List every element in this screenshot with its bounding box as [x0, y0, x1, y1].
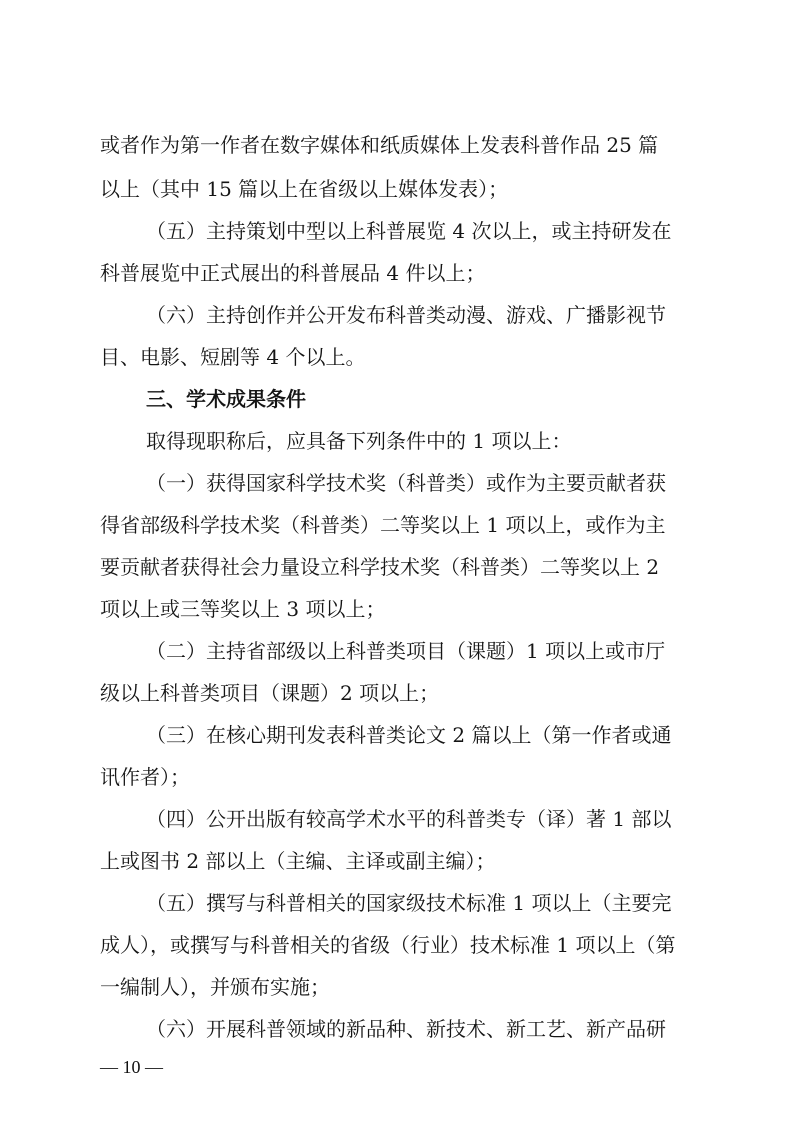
body-line: 科普展览中正式展出的科普展品 4 件以上； [100, 261, 486, 285]
body-line: 或者作为第一作者在数字媒体和纸质媒体上发表科普作品 25 篇 [100, 133, 659, 157]
section-heading: 三、学术成果条件 [146, 387, 306, 411]
body-line: 要贡献者获得社会力量设立科学技术奖（科普类）二等奖以上 2 [100, 555, 660, 579]
body-line: 得省部级科学技术奖（科普类）二等奖以上 1 项以上，或作为主 [100, 513, 666, 537]
body-line: 讯作者）； [100, 765, 190, 789]
body-line: 以上（其中 15 篇以上在省级以上媒体发表）； [100, 177, 509, 201]
page-number: — 10 — [100, 1057, 163, 1077]
body-line: 一编制人），并颁布实施； [100, 975, 330, 999]
body-line: 级以上科普类项目（课题）2 项以上； [100, 681, 440, 705]
body-line: （六）开展科普领域的新品种、新技术、新工艺、新产品研 [146, 1017, 666, 1041]
body-line: （五）主持策划中型以上科普展览 4 次以上，或主持研发在 [146, 219, 672, 243]
body-line: （一）获得国家科学技术奖（科普类）或作为主要贡献者获 [146, 471, 666, 495]
body-line: （六）主持创作并公开发布科普类动漫、游戏、广播影视节 [146, 303, 666, 327]
body-line: 成人），或撰写与科普相关的省级（行业）技术标准 1 项以上（第 [100, 933, 676, 957]
body-line: （三）在核心期刊发表科普类论文 2 篇以上（第一作者或通 [146, 723, 672, 747]
body-line: 上或图书 2 部以上（主编、主译或副主编）； [100, 849, 496, 873]
body-line: （五）撰写与科普相关的国家级技术标准 1 项以上（主要完 [146, 891, 672, 915]
body-line: 项以上或三等奖以上 3 项以上； [100, 597, 386, 621]
body-line: 取得现职称后，应具备下列条件中的 1 项以上： [146, 429, 572, 453]
body-line: （四）公开出版有较高学术水平的科普类专（译）著 1 部以 [146, 807, 672, 831]
body-line: （二）主持省部级以上科普类项目（课题）1 项以上或市厅 [146, 639, 666, 663]
body-line: 目、电影、短剧等 4 个以上。 [100, 345, 366, 369]
